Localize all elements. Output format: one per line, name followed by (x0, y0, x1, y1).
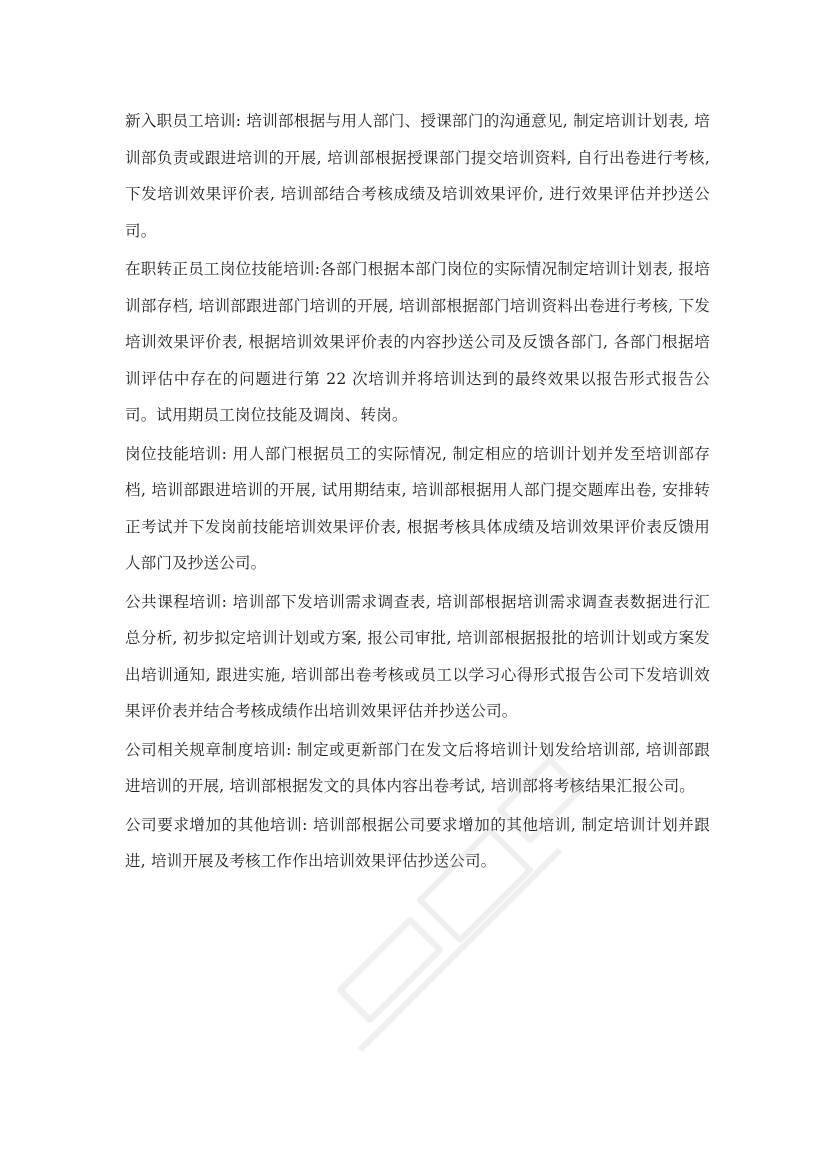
document-body (125, 103, 710, 882)
paragraph-heading: 公司相关规章制度培训: (125, 740, 292, 759)
paragraph-text: 培训部根据公司要求增加的其他培训, 制定培训计划并跟进, 培训开展及考核工作作出培训效果评估抄送公司。 (125, 815, 710, 870)
paragraph-public-course-training (125, 584, 710, 730)
paragraph-new-employee-training (125, 103, 710, 249)
paragraph-heading: 在职转正员工岗位技能培训: (125, 260, 321, 278)
paragraph-heading: 新入职员工培训: (125, 112, 242, 130)
paragraph-text: 各部门根据本部门岗位的实际情况制定培训计划表, 报培训部存档, 培训部跟进部门培训的开展, 培训部根据部门培训资料出卷进行考核, 下发培训效果评价表, 根据培训效果评价表的内容抄送公司及反馈各部门, 各部门根据培训评估中存在的问题进行第 22 次培训并将培训达到的最终效果以报告形式报告公司。试用期员工岗位技能及调岗、转岗。 (125, 260, 710, 424)
paragraph-text: 用人部门根据员工的实际情况, 制定相应的培训计划并发至培训部存档, 培训部跟进培训的开展, 试用期结束, 培训部根据用人部门提交题库出卷, 安排转正考试并下发岗前技能培训效果评价表, 根据考核具体成绩及培训效果评价表反馈用人部门及抄送公司。 (125, 444, 711, 572)
paragraph-position-skill-training (125, 436, 710, 582)
paragraph-rules-training (125, 732, 710, 805)
paragraph-text: 培训部下发培训需求调查表, 培训部根据培训需求调查表数据进行汇总分析, 初步拟定培训计划或方案, 报公司审批, 培训部根据报批的培训计划或方案发出培训通知, 跟进实施, 培训部出卷考核或员工以学习心得形式报告公司下发培训效果评价表并结合考核成绩作出培训效果评估并抄送公司。 (125, 592, 711, 720)
paragraph-onjob-skill-training (125, 251, 710, 434)
paragraph-heading: 岗位技能培训: (125, 444, 228, 463)
paragraph-heading: 公司要求增加的其他培训: (125, 815, 308, 834)
paragraph-text: 制定或更新部门在发文后将培训计划发给培训部, 培训部跟进培训的开展, 培训部根据发文的具体内容出卷考试, 培训部将考核结果汇报公司。 (125, 740, 710, 795)
paragraph-heading: 公共课程培训: (125, 592, 228, 611)
paragraph-other-training (125, 807, 710, 880)
paragraph-text: 培训部根据与用人部门、授课部门的沟通意见, 制定培训计划表, 培训部负责或跟进培训的开展, 培训部根据授课部门提交培训资料, 自行出卷进行考核, 下发培训效果评价表, 培训部结合考核成绩及培训效果评价, 进行效果评估并抄送公司。 (125, 112, 710, 240)
